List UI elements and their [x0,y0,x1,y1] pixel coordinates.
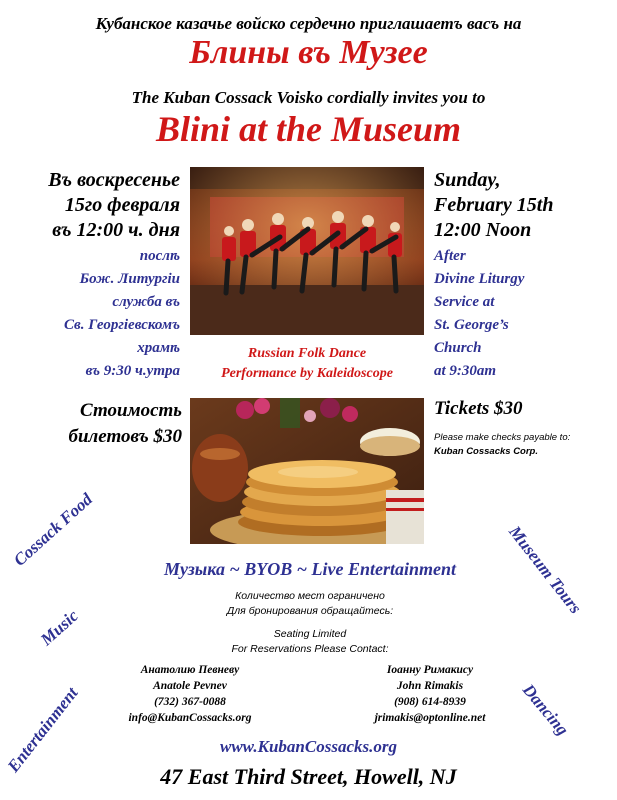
date-en-line: February 15th [434,194,554,216]
liturgy-en [434,245,614,383]
liturgy-ru-line: въ 9:30 ч.утра [85,363,180,379]
date-en-line: Sunday, [434,169,501,191]
contact-email[interactable]: jrimakis@optonline.net [374,712,486,724]
reservation-ru [110,589,510,619]
reservation-en-contact: For Reservations Please Contact: [231,643,389,655]
date-ru [10,168,180,243]
dance-caption-line: Russian Folk Dance [247,346,367,361]
checks-payee: Kuban Cossacks Corp. [434,446,538,457]
reservation-ru-limited: Количество мест ограничено [235,590,385,602]
contact-name-ru: Іоанну Римакису [386,664,474,676]
liturgy-en-line: Service at [434,294,495,310]
liturgy-ru-line: храмѣ [137,340,180,356]
website-link[interactable]: www.KubanCossacks.org [220,737,397,756]
contact-name-en: John Rimakis [396,680,464,692]
label-museum-tours: Museum Tours [505,522,586,618]
date-ru-line: въ 12:00 ч. дня [52,219,180,241]
title-en: Blini at the Museum [155,109,462,149]
label-cossack-food: Cossack Food [9,489,97,570]
price-ru [10,398,182,450]
liturgy-ru-line: Св. Георгіевскомъ [64,317,180,333]
date-ru-line: Въ воскресенье [48,169,180,191]
contact-phone[interactable]: (732) 367-0088 [154,696,226,708]
contact-email[interactable]: info@KubanCossacks.org [128,712,252,724]
features-line: Музыка ~ BYOB ~ Live Entertainment [164,559,456,579]
folk-dance-photo [190,167,424,335]
date-en-line: 12:00 Noon [434,219,532,241]
invite-ru: Кубанское казачье войско сердечно приглашаетъ васъ на [95,14,522,33]
liturgy-en-line: After [434,248,466,264]
tickets-en: Tickets $30 [434,398,523,419]
contact-phone[interactable]: (908) 614-8939 [394,696,466,708]
contact-card [350,662,510,726]
invite-en: The Kuban Cossack Voisko cordially invites you to [131,88,486,107]
price-ru-line: Стоимость [80,400,182,421]
liturgy-en-line: Church [434,340,482,356]
blini-photo [190,398,424,544]
contact-card [110,662,270,726]
reservation-en [110,627,510,657]
liturgy-ru-line: Бож. Литургіи [79,271,180,287]
reservation-en-limited: Seating Limited [273,628,347,640]
liturgy-ru [10,245,180,383]
date-en [434,168,614,243]
liturgy-ru-line: послѣ [139,248,180,264]
label-entertainment: Entertainment [3,683,82,776]
liturgy-en-line: at 9:30am [434,363,497,379]
date-ru-line: 15го февраля [64,194,180,216]
dance-caption [190,344,424,384]
title-ru: Блины въ Музее [189,34,428,71]
liturgy-en-line: St. George’s [434,317,509,333]
contact-name-ru: Анатолию Певневу [140,664,240,676]
checks-note: Please make checks payable to: [434,432,571,443]
label-dancing: Dancing [518,680,573,739]
price-ru-line: билетовъ $30 [68,426,182,447]
liturgy-ru-line: служба въ [112,294,180,310]
liturgy-en-line: Divine Liturgy [434,271,525,287]
address: 47 East Third Street, Howell, NJ [160,764,457,789]
contact-name-en: Anatole Pevnev [153,680,227,692]
dance-caption-line: Performance by Kaleidoscope [221,366,393,381]
label-music: Music [36,606,82,650]
reservation-ru-contact: Для бронирования обращайтесь: [226,605,394,617]
